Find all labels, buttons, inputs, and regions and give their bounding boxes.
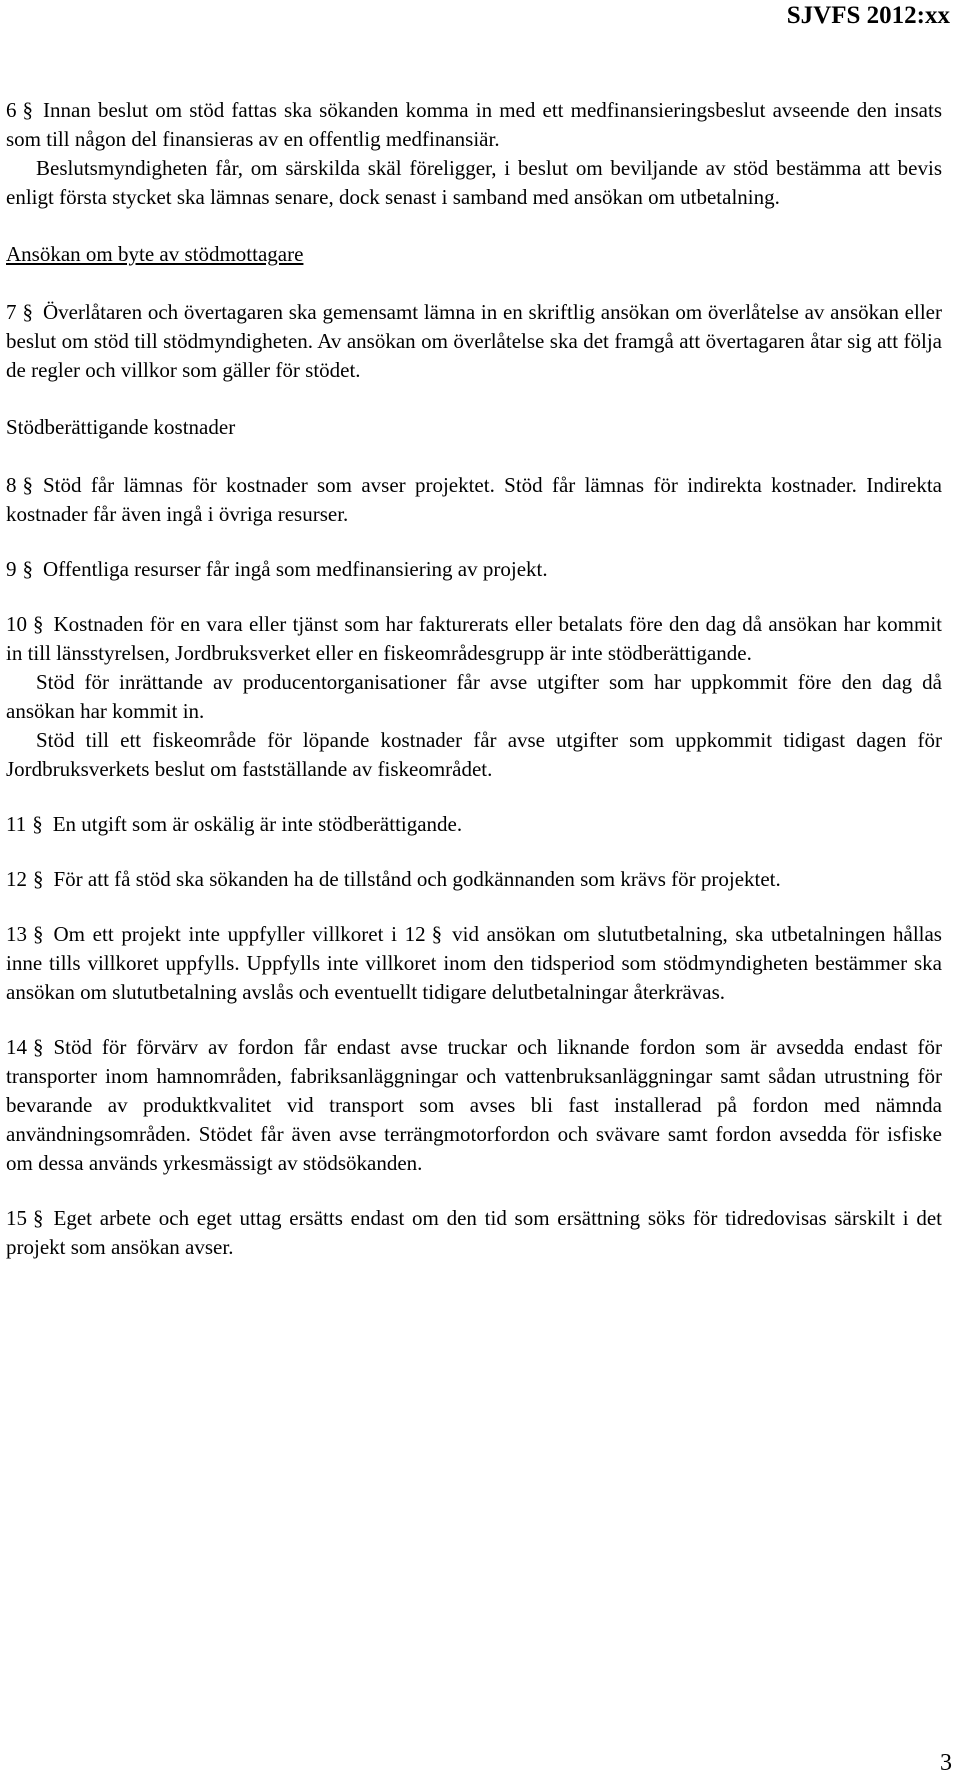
section-number: 6 [6, 98, 17, 122]
paragraph-text: För att få stöd ska sökanden ha de tillstånd och godkännanden som krävs för projektet. [53, 867, 781, 891]
section-number: 10 [6, 612, 27, 636]
paragraph-text: Offentliga resurser får ingå som medfinansiering av projekt. [43, 557, 548, 581]
paragraph-text: Kostnaden för en vara eller tjänst som har fakturerats eller betalats före den dag då ansökan har kommit in till länsstyrelsen, Jordbruksverket eller en fiskeområdesgrupp är inte stödberättigande. [6, 612, 942, 665]
section-symbol: § [33, 867, 44, 891]
section-6 [6, 96, 942, 154]
document-id-header: SJVFS 2012:xx [786, 2, 950, 29]
section-8 [6, 471, 942, 529]
section-symbol: § [22, 300, 33, 324]
section-number: 7 [6, 300, 17, 324]
section-number: 12 [6, 867, 27, 891]
section-6-paragraph-2: Beslutsmyndigheten får, om särskilda skäl föreligger, i beslut om beviljande av stöd bestämma att bevis enligt första stycket ska lämnas senare, dock senast i samband med ansökan om utbetalning. [6, 156, 942, 209]
section-15 [6, 1204, 942, 1262]
section-12 [6, 865, 942, 894]
section-number: 11 [6, 812, 27, 836]
paragraph-text: Om ett projekt inte uppfyller villkoret i 12 [53, 922, 426, 946]
section-symbol: § [32, 812, 43, 836]
section-10 [6, 610, 942, 668]
section-number: 9 [6, 557, 17, 581]
section-10-paragraph-2: Stöd för inrättande av producentorganisationer får avse utgifter som har uppkommit före den dag då ansökan har kommit in. [6, 670, 942, 723]
section-number: 8 [6, 473, 17, 497]
document-body [6, 96, 942, 1262]
page-number: 3 [940, 1750, 952, 1776]
section-symbol: § [33, 612, 44, 636]
section-symbol: § [33, 1206, 44, 1230]
paragraph-text: vid ansökan om slututbetalning, ska utbetalningen hållas inne tills villkoret uppfylls. Uppfylls inte villkoret inom den tidsperiod som stödmyndigheten bestämmer ska ansökan om slututbetalning avslås och eventuellt tidigare delutbetalningar återkrävas. [6, 922, 942, 1004]
paragraph-text: Innan beslut om stöd fattas ska sökanden komma in med ett medfinansieringsbeslut avseende den insats som till någon del finansieras av en offentlig medfinansiär. [6, 98, 942, 151]
heading-stodberattigande-kostnader: Stödberättigande kostnader [6, 415, 236, 439]
paragraph-text: Stöd för förvärv av fordon får endast avse truckar och liknande fordon som är avsedda endast för transporter inom hamnområden, fabriksanläggningar och vattenbruksanläggningar samt sådan utrustning för bevarande av produktkvalitet vid transport som avses bli fast installerad på fordon med nämnda användningsområden. Stödet får även avse terrängmotorfordon och svävare samt fordon avsedda för isfiske om dessa används yrkesmässigt av stödsökanden. [6, 1035, 942, 1175]
section-13 [6, 920, 942, 1007]
section-symbol: § [431, 922, 443, 946]
section-number: 15 [6, 1206, 27, 1230]
paragraph-text: Stöd får lämnas för kostnader som avser projektet. Stöd får lämnas för indirekta kostnader. Indirekta kostnader får även ingå i övriga resurser. [6, 473, 942, 526]
section-symbol: § [22, 557, 33, 581]
paragraph-text: En utgift som är oskälig är inte stödberättigande. [52, 812, 463, 836]
section-symbol: § [33, 1035, 44, 1059]
section-11 [6, 810, 942, 839]
section-7 [6, 298, 942, 385]
section-symbol: § [33, 922, 44, 946]
section-number: 13 [6, 922, 27, 946]
section-number: 14 [6, 1035, 27, 1059]
section-14 [6, 1033, 942, 1178]
paragraph-text: Eget arbete och eget uttag ersätts endast om den tid som ersättning söks för tidredovisas särskilt i det projekt som ansökan avser. [6, 1206, 942, 1259]
paragraph-text: Överlåtaren och övertagaren ska gemensamt lämna in en skriftlig ansökan om överlåtelse av ansökan eller beslut om stöd till stödmyndigheten. Av ansökan om överlåtelse ska det framgå att övertagaren åtar sig att följa de regler och villkor som gäller för stödet. [6, 300, 942, 382]
section-symbol: § [22, 473, 33, 497]
section-symbol: § [22, 98, 33, 122]
section-9 [6, 555, 942, 584]
section-10-paragraph-3: Stöd till ett fiskeområde för löpande kostnader får avse utgifter som uppkommit tidigast dagen för Jordbruksverkets beslut om fastställande av fiskeområdet. [6, 728, 942, 781]
heading-byte-av-stodmottagare: Ansökan om byte av stödmottagare [6, 242, 304, 266]
